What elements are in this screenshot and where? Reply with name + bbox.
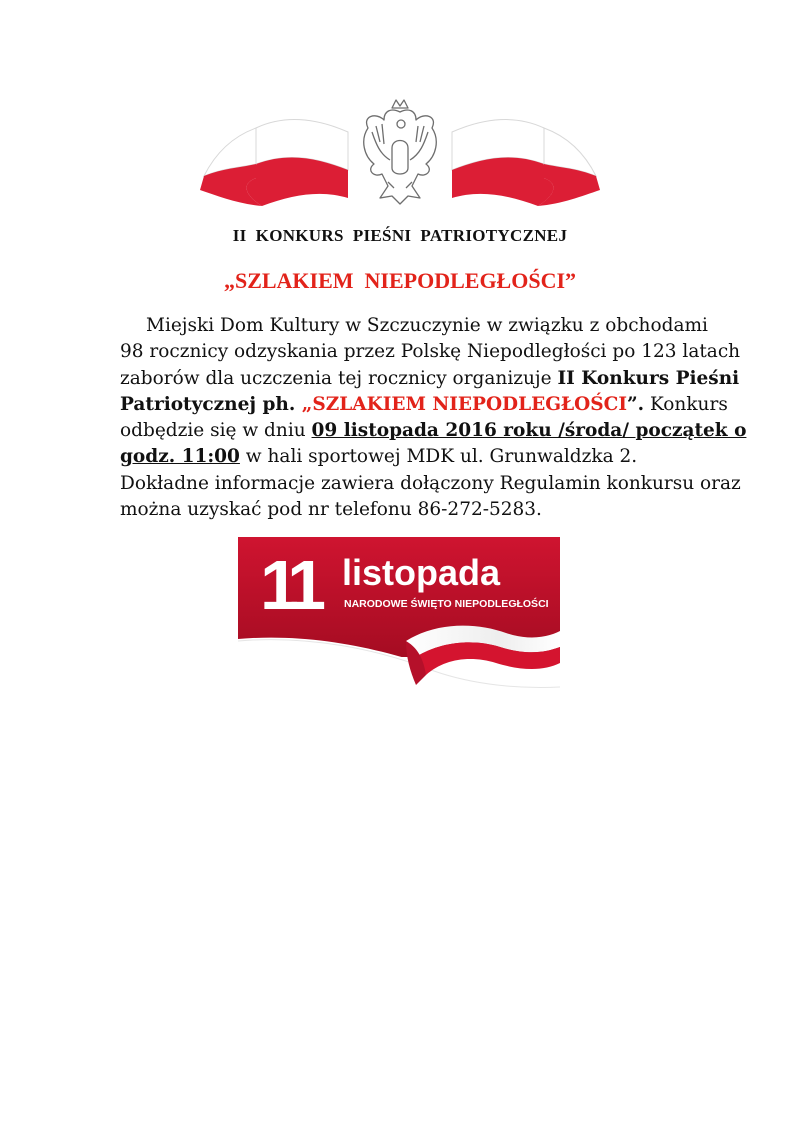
paragraph-line xyxy=(120,497,720,523)
text-segment: Miejski Dom Kultury w Szczuczynie w związku z obchodami xyxy=(146,315,708,336)
contest-title: „SZLAKIEM NIEPODLEGŁOŚCI” xyxy=(223,268,577,293)
text-segment: Konkurs xyxy=(644,393,728,415)
text-segment: można uzyskać pod nr telefonu 86-272-5283. xyxy=(120,499,542,521)
event-date: 09 listopada 2016 roku /środa/ początek o xyxy=(311,420,747,442)
paragraph-line xyxy=(120,418,747,444)
contest-name-bold: Patriotycznej ph. xyxy=(120,393,302,415)
text-segment: odbędzie się w dniu xyxy=(120,420,312,442)
header-emblem-art xyxy=(190,98,610,208)
contest-heading: II KONKURS PIEŚNI PATRIOTYCZNEJ xyxy=(232,226,568,245)
slogan-red: „SZLAKIEM NIEPODLEGŁOŚCI xyxy=(301,393,627,415)
paragraph-line xyxy=(120,313,720,339)
white-eagle-emblem xyxy=(364,100,437,204)
banner-word: listopada xyxy=(342,552,501,593)
text-segment: Dokładne informacje zawiera dołączony Regulamin konkursu oraz xyxy=(120,472,741,494)
paragraph-line xyxy=(120,444,720,470)
text-segment: w hali sportowej MDK ul. Grunwaldzka 2. xyxy=(239,446,638,468)
contest-name-bold: II Konkurs Pieśni xyxy=(557,367,740,389)
right-flag-ribbon xyxy=(452,120,600,206)
event-time: godz. 11:00 xyxy=(120,446,240,468)
banner-number: 11 xyxy=(260,546,318,624)
paragraph-line xyxy=(120,339,741,365)
announcement-paragraph xyxy=(120,313,747,523)
left-flag-ribbon xyxy=(200,120,348,206)
text-segment: zaborów dla uczczenia tej rocznicy organizuje xyxy=(120,367,558,389)
paragraph-line xyxy=(120,366,740,392)
paragraph-line xyxy=(120,471,741,497)
banner-subtitle: NARODOWE ŚWIĘTO NIEPODLEGŁOŚCI xyxy=(344,598,549,610)
banner-graphic xyxy=(238,537,560,694)
paragraph-line xyxy=(120,392,728,418)
text-segment: ”. xyxy=(627,393,645,415)
independence-day-banner xyxy=(238,537,560,694)
text-segment: 98 rocznicy odzyskania przez Polskę Niepodległości po 123 latach xyxy=(120,341,741,363)
